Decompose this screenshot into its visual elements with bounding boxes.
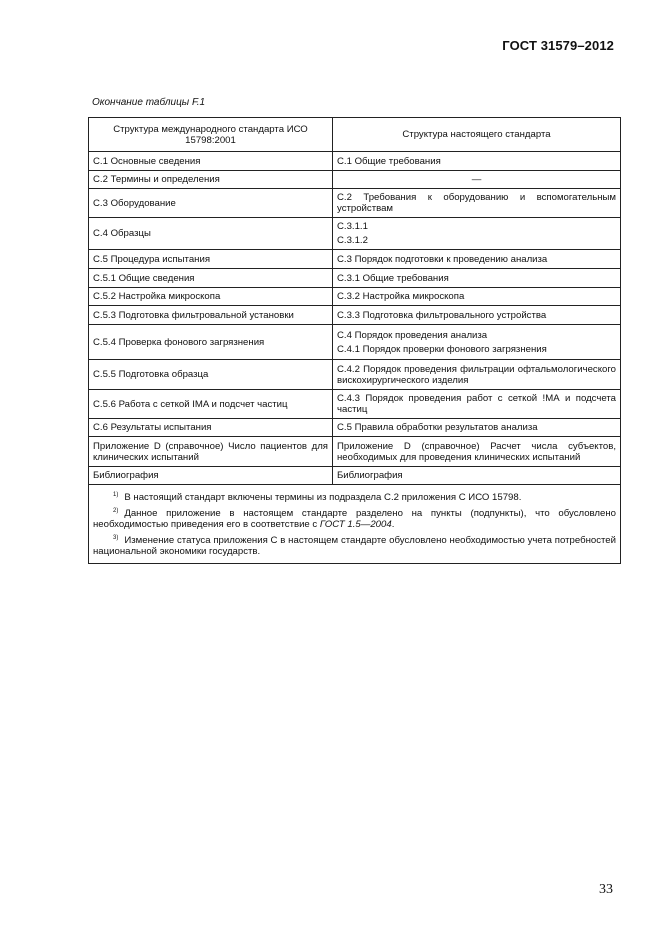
table-row <box>89 360 621 390</box>
table-row <box>89 218 621 250</box>
row-left-cell: С.5.5 Подготовка образца <box>89 360 333 390</box>
row-right-line: С.3.1.2 <box>337 235 368 246</box>
row-right-cell: С.3.2 Настройка микроскопа <box>333 288 621 306</box>
row-right-cell: С.3 Порядок подготовки к проведению анализа <box>333 250 621 269</box>
footnotes-row <box>89 485 621 564</box>
row-left-cell: С.2 Термины и определения <box>89 171 333 189</box>
footnote-mark: 3) <box>113 534 119 541</box>
row-right-cell: С.5 Правила обработки результатов анализа <box>333 419 621 437</box>
table-row <box>89 306 621 325</box>
table-row <box>89 288 621 306</box>
row-right-cell: С.1 Общие требования <box>333 152 621 171</box>
row-right-cell: С.4.2 Порядок проведения фильтрации офтальмологического вискохирургического изделия <box>333 360 621 390</box>
row-right-cell: С.2 Требования к оборудованию и вспомогательным устройствам <box>333 189 621 218</box>
table-row <box>89 189 621 218</box>
correspondence-table <box>88 117 621 564</box>
footnotes-cell <box>89 485 621 564</box>
column-header-national: Структура настоящего стандарта <box>333 118 621 152</box>
row-right-cell: Приложение D (справочное) Расчет числа субъектов, необходимых для проведения клинических испытаний <box>333 437 621 467</box>
footnote-reference: ГОСТ 1.5—2004 <box>319 519 392 530</box>
row-left-cell: Приложение D (справочное) Число пациентов для клинических испытаний <box>89 437 333 467</box>
row-right-line: С.4.1 Порядок проверки фонового загрязнения <box>337 343 547 355</box>
footnote <box>93 506 616 531</box>
row-left-cell: С.5.1 Общие сведения <box>89 269 333 288</box>
table-row <box>89 437 621 467</box>
table-row <box>89 152 621 171</box>
table-row <box>89 325 621 360</box>
table-row <box>89 467 621 485</box>
table-header-row <box>89 118 621 152</box>
footnote <box>93 533 616 558</box>
footnote-text: Данное приложение в настоящем стандарте разделено на пункты (подпункты), что обусловлено необходимостью приведения его в соответствие с <box>93 507 616 530</box>
table-caption: Окончание таблицы F.1 <box>92 97 206 108</box>
row-left-cell: С.5.3 Подготовка фильтровальной установки <box>89 306 333 325</box>
column-header-international: Структура международного стандарта ИСО 15798:2001 <box>89 118 333 152</box>
table-row <box>89 250 621 269</box>
row-right-cell: Библиография <box>333 467 621 485</box>
row-left-cell: С.1 Основные сведения <box>89 152 333 171</box>
row-right-cell <box>333 325 621 360</box>
row-right-line: С.3.1.1 <box>337 221 368 232</box>
row-left-cell: Библиография <box>89 467 333 485</box>
footnote-mark: 1) <box>113 492 119 498</box>
row-right-cell: С.3.1 Общие требования <box>333 269 621 288</box>
document-number: ГОСТ 31579–2012 <box>502 38 614 53</box>
table-row <box>89 171 621 189</box>
row-left-cell: С.6 Результаты испытания <box>89 419 333 437</box>
row-left-cell: С.5.4 Проверка фонового загрязнения <box>89 325 333 360</box>
row-right-cell: — <box>333 171 621 189</box>
row-left-cell: С.5 Процедура испытания <box>89 250 333 269</box>
footnote-text: Изменение статуса приложения С в настоящем стандарте обусловлено необходимостью учета потребностей национальной экономики государств. <box>93 534 616 557</box>
footnote-text-end: . <box>391 519 395 530</box>
row-right-cell: С.4.3 Порядок проведения работ с сеткой !МА и подсчета частиц <box>333 390 621 419</box>
row-left-cell: С.4 Образцы <box>89 218 333 250</box>
row-left-cell: С.5.6 Работа с сеткой IMA и подсчет частиц <box>89 390 333 419</box>
page-number: 33 <box>599 882 613 897</box>
row-left-cell: С.3 Оборудование <box>89 189 333 218</box>
table-row <box>89 269 621 288</box>
footnote-text: В настоящий стандарт включены термины из подраздела С.2 приложения С ИСО 15798. <box>124 492 522 503</box>
row-right-cell <box>333 218 621 250</box>
footnote-mark: 2) <box>113 507 119 514</box>
row-right-cell: С.3.3 Подготовка фильтровального устройства <box>333 306 621 325</box>
table-row <box>89 419 621 437</box>
table-row <box>89 390 621 419</box>
footnote <box>93 490 616 504</box>
row-left-cell: С.5.2 Настройка микроскопа <box>89 288 333 306</box>
row-right-line: С.4 Порядок проведения анализа <box>337 329 488 341</box>
